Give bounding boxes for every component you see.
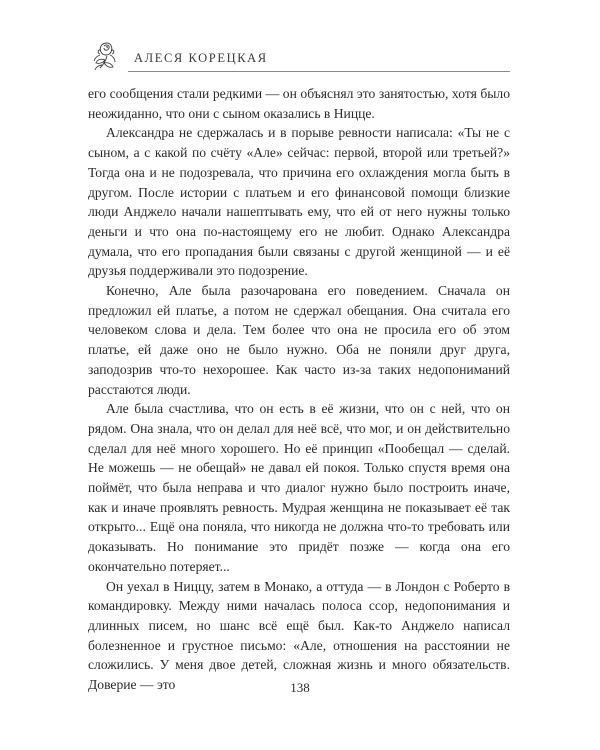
running-header: [88, 34, 510, 74]
header-rule: [128, 71, 510, 72]
body-text: [88, 84, 510, 695]
paragraph: его сообщения стали редкими — он объяснял это занятостью, хотя было неожиданно, что они с сыном оказались в Ницце.: [88, 86, 510, 121]
paragraph: Он уехал в Ниццу, затем в Монако, а оттуда — в Лондон с Роберто в командировку. Между ними началась полоса ссор, недопонимания и длинных писем, но шанс всё ещё был. Как-то Анджело написал болезненное и грустное письмо: «Але, отношения на расстоянии не сложились. У меня двое детей, сложная жизнь и много обязательств. Доверие — это: [88, 578, 510, 693]
paragraph: Конечно, Але была разочарована его поведением. Сначала он предложил ей платье, а потом не сдержал обещания. Она считала его человеком слова и дела. Тем более что она не просила его об этом платье, ей даже оно не было нужно. Оба не поняли друг друга, заподозрив что-то нехорошее. Как часто из-за таких недопониманий расстаются люди.: [88, 283, 510, 397]
paragraph: Александра не сдержалась и в порыве ревности написала: «Ты не с сыном, а с какой по счёту «Але» сейчас: первой, второй или третьей?» Тогда она и не подозревала, что причина его охлаждения могла быть в другом. После истории с платьем и его финансовой помощи близкие люди Анджело начали нашептывать ему, что ей от него нужны только деньги и что она по-настоящему его не любит. Однако Александра думала, что его пропадания были связаны с другой женщиной — и её друзья поддерживали это подозрение.: [88, 125, 510, 279]
page-number: 138: [290, 680, 310, 695]
paragraph: Але была счастлива, что он есть в её жизни, что он с ней, что он рядом. Она знала, что он делал для неё всё, что мог, и он действительно сделал для неё много хорошего. Но её принцип «Пообещал — сделай. Не можешь — не обещай» не давал ей покоя. Только спустя время она поймёт, что была неправа и что диалог нужно было построить иначе, как и иначе проявлять ревность. Мудрая женщина не показывает её так открыто... Ещё она поняла, что никогда не должна что-то требовать или доказывать. Но понимание это придёт позже — когда она его окончательно потеряет...: [88, 401, 510, 574]
author-name: АЛЕСЯ КОРЕЦКАЯ: [134, 51, 268, 65]
rose-ornament-icon: [88, 34, 126, 72]
